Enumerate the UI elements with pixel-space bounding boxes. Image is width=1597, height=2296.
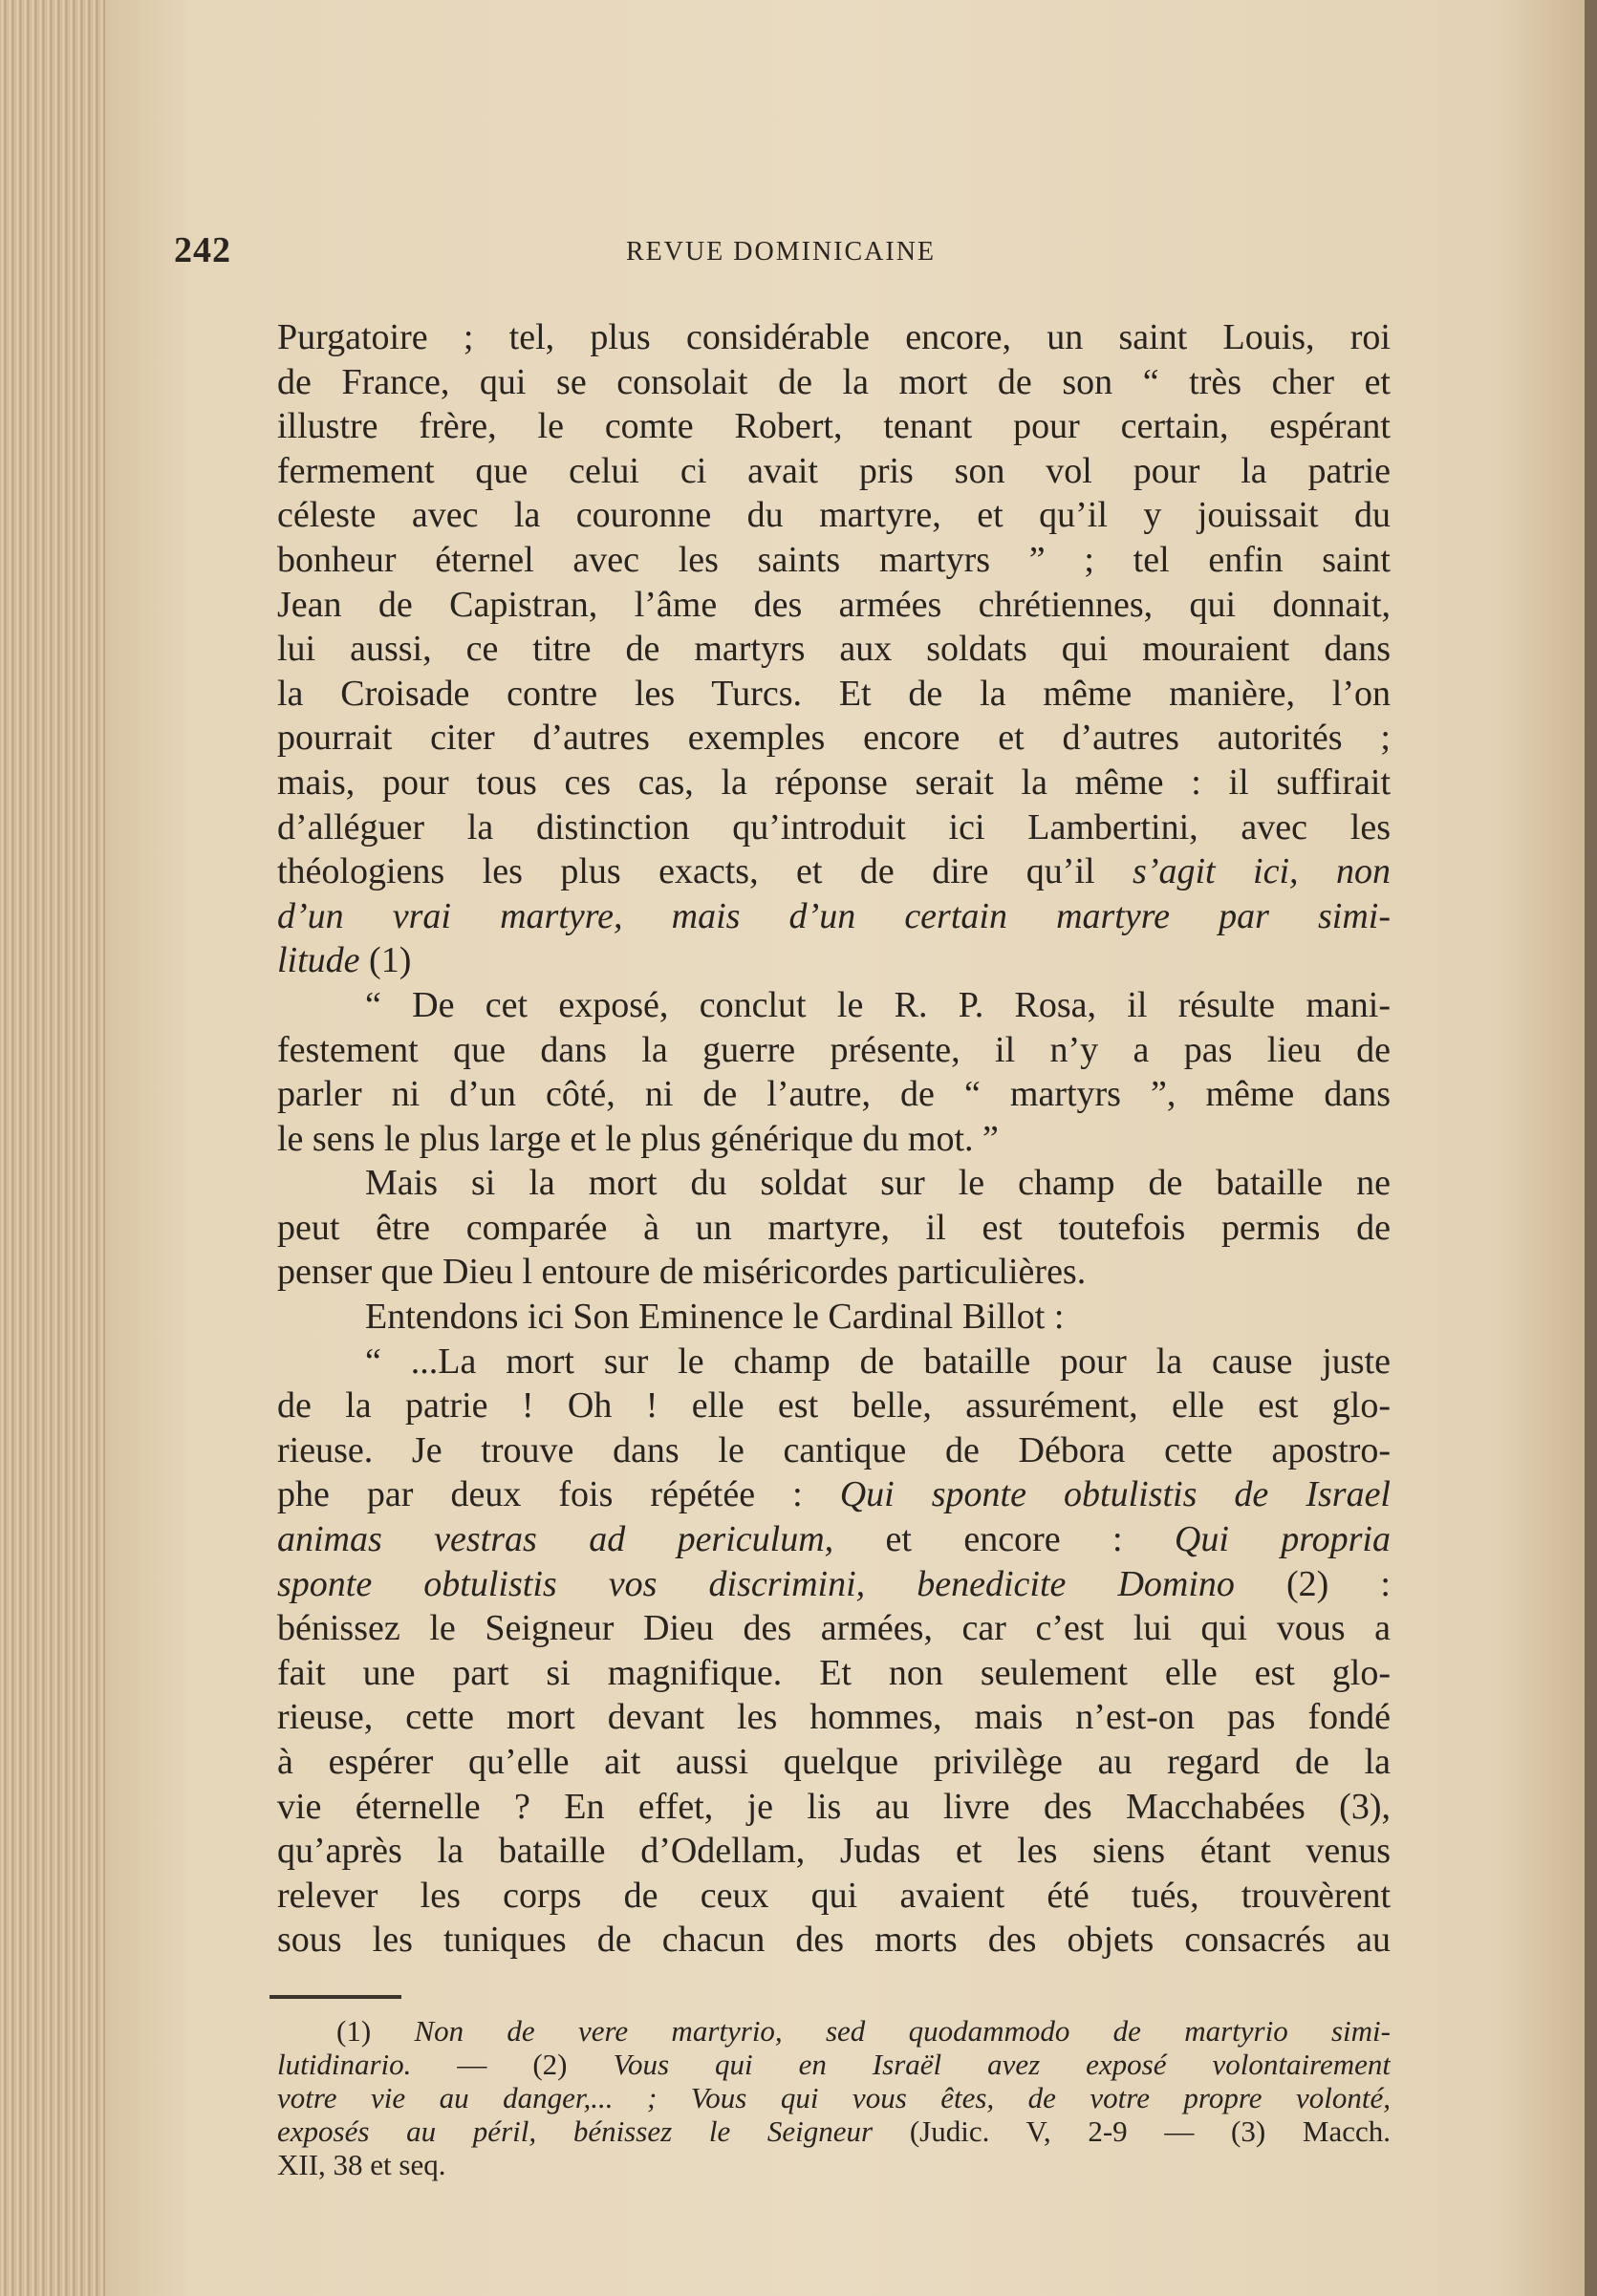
text-line [277,1472,1391,1517]
text-segment: (2) : [1234,1563,1391,1604]
text-line [277,1295,1391,1340]
text-segment: d’alléguer la distinction qu’introduit ici Lambertini, avec les [277,806,1391,848]
text-segment: bénissez le Seigneur Dieu des armées, car c’est lui qui vous a [277,1608,1391,1649]
text-segment: votre vie au danger,... ; Vous qui vous êtes, de votre propre volonté, [277,2081,1391,2114]
text-line [277,1384,1391,1428]
text-line [277,449,1391,494]
text-segment: (1) [359,940,412,981]
footnotes [277,2014,1391,2181]
text-line [277,1918,1391,1963]
text-segment: Mais si la mort du soldat sur le champ de bataille ne [365,1163,1391,1204]
text-segment: — (2) [411,2048,614,2081]
text-line [277,805,1391,850]
text-line [277,1829,1391,1874]
text-line [277,894,1391,939]
book-page-edges [0,0,107,2296]
text-line [277,1517,1391,1562]
text-segment: phe par deux fois répétée : [277,1474,840,1515]
text-line [277,315,1391,360]
text-segment: exposés au péril, bénissez le Seigneur [277,2114,874,2148]
text-segment: fait une part si magnifique. Et non seulement elle est glo- [277,1652,1391,1693]
text-segment: fermement que celui ci avait pris son vol pour la patrie [277,450,1391,491]
text-line [277,1562,1391,1607]
text-segment: lui aussi, ce titre de martyrs aux soldats qui mouraient dans [277,629,1391,670]
text-segment: animas vestras ad periculum, [277,1519,834,1560]
text-line [277,1651,1391,1696]
page-number: 242 [174,230,231,270]
text-segment: et encore : [833,1519,1175,1560]
text-line [277,716,1391,761]
footnote-line [277,2148,1391,2181]
body-text [277,315,1391,1963]
text-segment: lutidinario. [277,2048,412,2081]
text-segment: pourrait citer d’autres exemples encore et d’autres autorités ; [277,718,1391,759]
text-line [277,1028,1391,1073]
text-segment: illustre frère, le comte Robert, tenant pour certain, espérant [277,406,1391,447]
text-segment: théologiens les plus exacts, et de dire qu’il [277,851,1133,892]
text-segment: bonheur éternel avec les saints martyrs ” ; tel enfin saint [277,539,1391,580]
text-segment: de la patrie ! Oh ! elle est belle, assurément, elle est glo- [277,1385,1391,1427]
text-line [277,1117,1391,1162]
text-segment: “ ...La mort sur le champ de bataille pour la cause juste [365,1341,1391,1382]
text-line [277,849,1391,894]
text-segment: sponte obtulistis vos discrimini, benedicite Domino [277,1563,1235,1604]
text-line [277,360,1391,405]
page-gutter-shadow [1585,0,1597,2296]
footnote-line [277,2014,1391,2048]
text-segment: mais, pour tous ces cas, la réponse serait la même : il suffirait [277,762,1391,803]
text-line [277,938,1391,983]
text-line [277,404,1391,449]
text-segment: s’agit ici, non [1133,851,1391,892]
text-segment: Qui propria [1174,1519,1391,1560]
text-segment: Vous qui en Israël avez exposé volontairement [613,2048,1391,2081]
text-segment: qu’après la bataille d’Odellam, Judas et les siens étant venus [277,1831,1391,1872]
text-segment: parler ni d’un côté, ni de l’autre, de “ martyrs ”, même dans [277,1074,1391,1115]
text-segment: litude [277,940,360,981]
text-line [277,672,1391,717]
text-segment: sous les tuniques de chacun des morts des objets consacrés au [277,1920,1391,1961]
text-segment: Entendons ici Son Eminence le Cardinal Billot : [365,1297,1065,1338]
text-line [277,1785,1391,1830]
text-segment: “ De cet exposé, conclut le R. P. Rosa, il résulte mani- [365,984,1391,1025]
text-line [277,1340,1391,1384]
text-line [277,761,1391,805]
text-segment: le sens le plus large et le plus générique du mot. ” [277,1118,999,1159]
text-line [277,1161,1391,1206]
text-line [277,627,1391,672]
text-segment: penser que Dieu l entoure de miséricordes particulières. [277,1252,1087,1293]
page-header [174,229,1388,277]
text-segment: Purgatoire ; tel, plus considérable encore, un saint Louis, roi [277,317,1391,357]
text-segment: à espérer qu’elle ait aussi quelque privilège au regard de la [277,1742,1391,1782]
text-segment: d’un vrai martyre, mais d’un certain martyre par simi- [277,895,1391,936]
text-line [277,1740,1391,1785]
text-line [277,1874,1391,1919]
text-segment: céleste avec la couronne du martyre, et qu’il y jouissait du [277,495,1391,536]
text-line [277,1072,1391,1117]
text-segment: festement que dans la guerre présente, il n’y a pas lieu de [277,1029,1391,1070]
text-segment: vie éternelle ? En effet, je lis au livre des Macchabées (3), [277,1786,1391,1827]
text-segment: la Croisade contre les Turcs. Et de la même manière, l’on [277,673,1391,714]
text-line [277,1606,1391,1651]
text-segment: de France, qui se consolait de la mort de son “ très cher et [277,361,1391,402]
text-segment: (1) [336,2014,415,2048]
text-line [277,1428,1391,1473]
text-line [277,538,1391,583]
text-line [277,1206,1391,1251]
text-segment: relever les corps de ceux qui avaient été tués, trouvèrent [277,1875,1391,1916]
text-segment: peut être comparée à un martyre, il est toutefois permis de [277,1207,1391,1248]
text-segment: rieuse. Je trouve dans le cantique de Débora cette apostro- [277,1429,1391,1470]
text-line [277,983,1391,1028]
text-line [277,1250,1391,1295]
footnote-separator [270,1995,401,1999]
text-line [277,493,1391,538]
footnote-line [277,2114,1391,2148]
text-segment: rieuse, cette mort devant les hommes, mais n’est-on pas fondé [277,1697,1391,1738]
text-line [277,583,1391,628]
text-segment: XII, 38 et seq. [277,2148,446,2181]
running-title: REVUE DOMINICAINE [625,237,937,267]
footnote-line [277,2048,1391,2081]
footnote-line [277,2081,1391,2114]
text-line [277,1695,1391,1740]
text-segment: (Judic. V, 2-9 — (3) Macch. [873,2114,1391,2148]
text-segment: Qui sponte obtulistis de Israel [839,1474,1391,1515]
text-segment: Non de vere martyrio, sed quodammodo de martyrio simi- [414,2014,1391,2048]
text-segment: Jean de Capistran, l’âme des armées chrétiennes, qui donnait, [277,584,1391,625]
